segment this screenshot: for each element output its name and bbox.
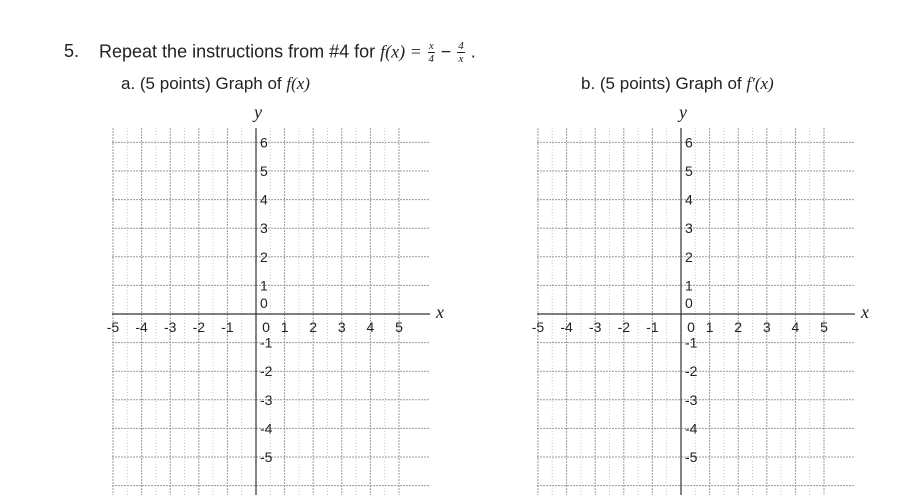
y-tick-label: 0	[260, 295, 268, 311]
graph-a-svg	[106, 100, 446, 497]
x-tick-label: -1	[221, 319, 234, 335]
x-tick-label: 5	[820, 319, 828, 335]
y-tick-label: -1	[685, 334, 698, 351]
x-tick-label: 1	[705, 319, 714, 335]
x-tick-label: 0	[262, 319, 270, 335]
part-b-label: b. (5 points) Graph of	[581, 74, 742, 93]
y-tick-label: 5	[685, 163, 693, 179]
fraction-4-over-x	[457, 40, 465, 65]
x-tick-label: -3	[163, 319, 177, 335]
x-tick-label: -2	[192, 319, 206, 335]
fraction-denominator: 4	[428, 53, 434, 65]
y-axis-variable-label: y	[679, 102, 687, 122]
y-tick-label: 2	[685, 248, 693, 265]
x-tick-label: 1	[280, 319, 289, 335]
y-tick-label: -1	[260, 334, 273, 351]
y-tick-label: 3	[685, 220, 693, 237]
y-tick-label: 0	[685, 295, 693, 311]
x-tick-label: -1	[646, 319, 659, 335]
fraction-x-over-4	[428, 40, 435, 65]
function-lhs: f(x) =	[380, 41, 422, 62]
graph-grid-a[interactable]	[106, 100, 446, 497]
y-tick-label: 6	[260, 134, 268, 151]
y-tick-label: -4	[685, 420, 698, 437]
fraction-numerator: 4	[458, 40, 464, 52]
fraction-denominator: x	[458, 53, 464, 65]
problem-statement	[64, 40, 476, 65]
x-axis-variable-label: x	[436, 302, 444, 322]
x-tick-label: 0	[687, 319, 695, 335]
problem-number: 5.	[64, 41, 80, 62]
x-tick-label: 5	[395, 319, 403, 335]
x-tick-label: -5	[531, 319, 545, 335]
x-tick-label: -5	[106, 319, 120, 335]
x-tick-label: 3	[762, 319, 771, 335]
x-tick-label: 2	[734, 319, 743, 335]
x-tick-label: -3	[588, 319, 602, 335]
y-tick-label: 1	[685, 277, 693, 294]
y-tick-label: 3	[260, 220, 268, 237]
x-tick-label: 3	[337, 319, 346, 335]
minus-sign: −	[440, 41, 452, 62]
x-tick-label: 4	[791, 319, 800, 335]
y-tick-label: 1	[260, 277, 268, 294]
problem-text: Repeat the instructions from #4 for	[99, 41, 376, 62]
y-tick-label: 2	[260, 248, 268, 265]
y-tick-label: -3	[260, 391, 273, 408]
x-tick-label: 2	[309, 319, 318, 335]
fraction-numerator: x	[428, 40, 434, 52]
problem-period: .	[470, 41, 476, 62]
y-axis-variable-label: y	[254, 102, 262, 122]
x-axis-variable-label: x	[861, 302, 869, 322]
x-tick-label: -2	[617, 319, 631, 335]
y-tick-label: 4	[685, 191, 693, 208]
y-tick-label: -3	[685, 391, 698, 408]
y-tick-label: -2	[685, 363, 698, 380]
part-a-heading	[121, 74, 310, 94]
x-tick-label: 4	[366, 319, 375, 335]
y-tick-label: -4	[260, 420, 273, 437]
y-tick-label: -5	[260, 449, 273, 465]
graph-grid-b[interactable]	[531, 100, 871, 497]
y-tick-label: -5	[685, 449, 698, 465]
graph-b-svg	[531, 100, 871, 497]
y-tick-label: 6	[685, 134, 693, 151]
part-a-function: f(x)	[286, 74, 310, 93]
y-tick-label: -2	[260, 363, 273, 380]
part-b-function: f′(x)	[746, 74, 774, 93]
x-tick-label: -4	[135, 319, 148, 335]
x-tick-label: -4	[560, 319, 573, 335]
part-a-label: a. (5 points) Graph of	[121, 74, 282, 93]
y-tick-label: 4	[260, 191, 268, 208]
part-b-heading	[581, 74, 774, 94]
y-tick-label: 5	[260, 163, 268, 179]
